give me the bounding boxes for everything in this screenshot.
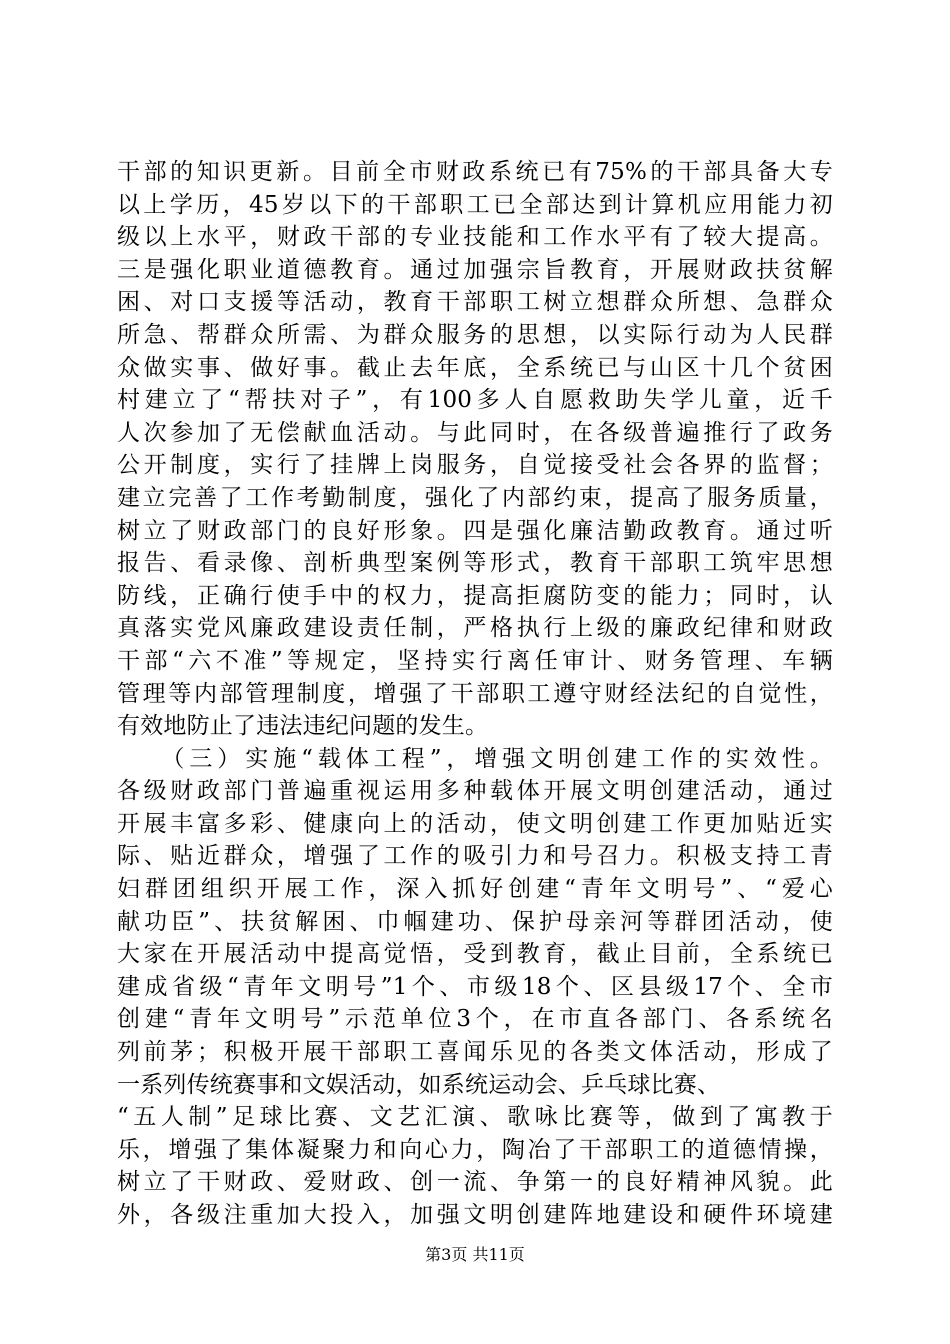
text-line: 建立完善了工作考勤制度，强化了内部约束，提高了服务质量，: [117, 484, 833, 511]
text-line: 三是强化职业道德教育。通过加强宗旨教育，开展财政扶贫解: [117, 256, 833, 283]
text-line: 有效地防止了违法违纪问题的发生。: [117, 713, 489, 740]
text-line: 报告、看录像、剖析典型案例等形式，教育干部职工筑牢思想: [117, 550, 833, 577]
text-line: 开展丰富多彩、健康向上的活动，使文明创建工作更加贴近实: [117, 810, 833, 837]
text-line: 防线，正确行使手中的权力，提高拒腐防变的能力；同时，认: [117, 582, 833, 609]
text-line: 一系列传统赛事和文娱活动，如系统运动会、乒乓球比赛、: [117, 1071, 721, 1098]
text-line: 建成省级“青年文明号”1个、市级18个、区县级17个、全市: [117, 973, 833, 1000]
text-line: 献功臣”、扶贫解困、巾帼建功、保护母亲河等群团活动，使: [117, 908, 833, 935]
body-text: [117, 156, 833, 1232]
page-footer: 第3页 共11页: [425, 1245, 525, 1264]
text-line: 众做实事、做好事。截止去年底，全系统已与山区十几个贫困: [117, 354, 833, 381]
text-line: 妇群团组织开展工作，深入抓好创建“青年文明号”、“爱心: [117, 876, 833, 903]
text-line: 际、贴近群众，增强了工作的吸引力和号召力。积极支持工青: [117, 843, 833, 870]
text-line: 公开制度，实行了挂牌上岗服务，自觉接受社会各界的监督；: [117, 452, 833, 479]
text-line: 村建立了“帮扶对子”，有100多人自愿救助失学儿童，近千: [117, 387, 833, 414]
text-line: （三）实施“载体工程”，增强文明创建工作的实效性。: [117, 745, 833, 772]
text-line: 外，各级注重加大投入，加强文明创建阵地建设和硬件环境建: [117, 1202, 833, 1228]
text-line: 困、对口支援等活动，教育干部职工树立想群众所想、急群众: [117, 289, 833, 316]
text-line: “五人制”足球比赛、文艺汇演、歌咏比赛等，做到了寓教于: [117, 1104, 833, 1131]
text-line: 真落实党风廉政建设责任制，严格执行上级的廉政纪律和财政: [117, 615, 833, 642]
text-line: 干部的知识更新。目前全市财政系统已有75%的干部具备大专: [117, 159, 833, 185]
text-line: 人次参加了无偿献血活动。与此同时，在各级普遍推行了政务: [117, 419, 833, 446]
text-line: 所急、帮群众所需、为群众服务的思想，以实际行动为人民群: [117, 321, 833, 348]
text-line: 乐，增强了集体凝聚力和向心力，陶冶了干部职工的道德情操，: [117, 1136, 833, 1163]
text-line: 干部“六不准”等规定，坚持实行离任审计、财务管理、车辆: [117, 647, 833, 674]
text-line: 管理等内部管理制度，增强了干部职工遵守财经法纪的自觉性，: [117, 680, 833, 707]
text-line: 列前茅；积极开展干部职工喜闻乐见的各类文体活动，形成了: [117, 1039, 833, 1066]
text-line: 级以上水平，财政干部的专业技能和工作水平有了较大提高。: [117, 224, 833, 251]
text-line: 树立了财政部门的良好形象。四是强化廉洁勤政教育。通过听: [117, 517, 833, 544]
text-line: 各级财政部门普遍重视运用多种载体开展文明创建活动，通过: [117, 778, 833, 805]
text-line: 树立了干财政、爱财政、创一流、争第一的良好精神风貌。此: [117, 1169, 833, 1196]
text-line: 创建“青年文明号”示范单位3个，在市直各部门、各系统名: [117, 1006, 833, 1033]
text-line: 大家在开展活动中提高觉悟，受到教育，截止目前，全系统已: [117, 941, 833, 968]
text-line: 以上学历，45岁以下的干部职工已全部达到计算机应用能力初: [117, 191, 833, 218]
